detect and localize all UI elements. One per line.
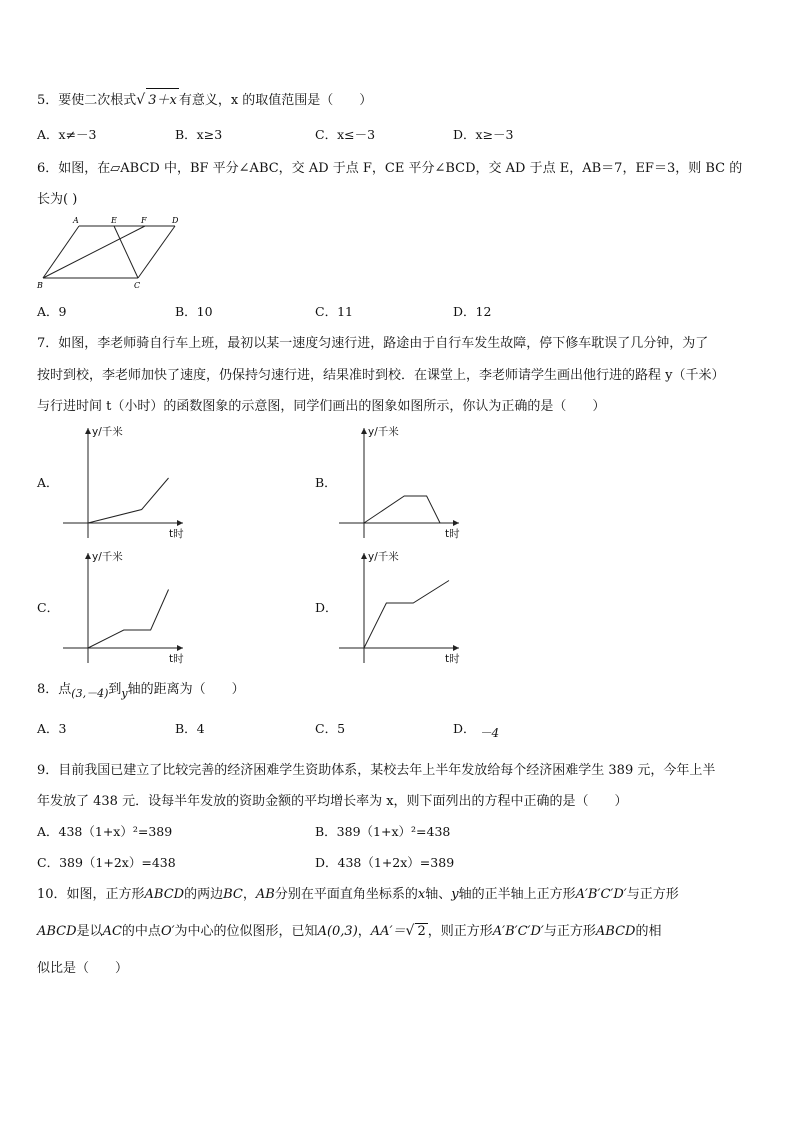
q8-axis: y: [121, 687, 128, 700]
chart-a-x-arrow: [177, 520, 183, 526]
label-e: E: [111, 216, 117, 225]
q9-line-2: 年发放了 438 元．设每半年发放的资助金额的平均增长率为 x，则下面列出的方程中正确的是（ ）: [37, 794, 628, 809]
q10-y: y: [451, 887, 459, 902]
q5-option-a[interactable]: A．x≠－3: [37, 127, 97, 142]
q8-option-d-value: －4: [479, 726, 500, 740]
q10-ab: AB: [255, 887, 275, 902]
q10-abcd-prime: A′B′C′D′: [575, 887, 627, 902]
label-f: F: [141, 216, 147, 225]
q10-text-9: 的中点: [121, 924, 161, 939]
q9-option-c[interactable]: C．389（1+2x）=438: [37, 855, 176, 870]
chart-a-series-line: [88, 478, 169, 523]
q10-bc: BC: [223, 887, 243, 902]
q10-line-2: [37, 920, 661, 939]
q10-abcd-2: ABCD: [37, 924, 77, 939]
q10-o-prime: O′: [160, 924, 175, 939]
q5-number: 5．: [37, 93, 59, 108]
q10-text-2: 的两边: [184, 887, 224, 902]
q5-radicand: 3＋x: [146, 88, 179, 108]
q10-text-10: 为中心的位似图形，已知: [174, 924, 318, 939]
question-8: [37, 678, 245, 700]
chart-b-series-line: [364, 496, 440, 523]
q6-line-1: 6．如图，在▱ABCD 中，BF 平分∠ABC，交 AD 于点 F，CE 平分∠BCD，交 AD 于点 E，AB＝7，EF＝3，则 BC 的: [37, 161, 743, 176]
q9-option-b[interactable]: B．389（1+x）²=438: [315, 824, 451, 839]
q10-abcd-prime-2: A′B′C′D′: [492, 924, 544, 939]
chart-c-series-line: [88, 590, 169, 649]
q9-option-a[interactable]: A．438（1+x）²=389: [37, 824, 173, 839]
q10-abcd-3: ABCD: [595, 924, 636, 939]
question-5: [37, 88, 372, 108]
q7-line-1: 7．如图，李老师骑自行车上班，最初以某一速度匀速行进，路途由于自行车发生故障，停下修车耽误了几分钟，为了: [37, 336, 709, 351]
chart-c[interactable]: [58, 545, 198, 670]
chart-d[interactable]: [334, 545, 474, 670]
label-c: C: [134, 281, 141, 290]
chart-a-y-arrow: [85, 428, 91, 434]
chart-c-y-arrow: [85, 553, 91, 559]
q10-text-14: 的相: [635, 924, 662, 939]
edge-cd: [138, 226, 175, 278]
sqrt-symbol-2: √: [405, 923, 415, 939]
label-b: B: [37, 281, 43, 290]
q10-text-8: 是以: [76, 924, 103, 939]
chart-d-letter[interactable]: D．: [315, 600, 338, 615]
q6-option-b[interactable]: B．10: [175, 304, 213, 319]
parallelogram-figure: [35, 214, 195, 294]
chart-a-ylabel: y/千米: [92, 426, 123, 438]
q5-option-d[interactable]: D．x≥－3: [453, 127, 514, 142]
chart-d-xlabel: t时: [445, 653, 460, 665]
q5-option-b[interactable]: B．x≥3: [175, 127, 223, 142]
q10-line-1: [37, 883, 679, 902]
sqrt-symbol: √: [136, 92, 146, 108]
q8-option-b[interactable]: B．4: [175, 721, 205, 736]
chart-b-letter[interactable]: B．: [315, 475, 337, 490]
q10-text-7: 与正方形: [626, 887, 679, 902]
chart-d-series-line: [364, 581, 449, 649]
q8-option-c[interactable]: C．5: [315, 721, 346, 736]
chart-c-xlabel: t时: [169, 653, 184, 665]
q10-a-point: A(0,3): [317, 924, 358, 939]
q10-aa-prime: AA′＝: [370, 924, 406, 939]
q8-mid: 到: [108, 682, 122, 697]
chart-a-xlabel: t时: [169, 528, 184, 540]
q7-line-3: 与行进时间 t（小时）的函数图象的示意图，同学们画出的图象如图所示，你认为正确的是（ ）: [37, 399, 606, 414]
q9-line-1: 9．目前我国已建立了比较完善的经济困难学生资助体系，某校去年上半年发放给每个经济困难学生 389 元，今年上半: [37, 763, 716, 778]
q8-post: 轴的距离为（ ）: [127, 682, 245, 697]
label-a: A: [73, 216, 79, 225]
q8-option-d-letter: D．: [453, 721, 476, 736]
chart-b-y-arrow: [361, 428, 367, 434]
q8-pre: 8．点: [37, 682, 72, 697]
q6-option-c[interactable]: C．11: [315, 304, 353, 319]
q10-text-3: ，: [242, 887, 256, 902]
q10-text-4: 分别在平面直角坐标系的: [274, 887, 418, 902]
label-d: D: [172, 216, 179, 225]
q10-text-6: 轴的正半轴上正方形: [458, 887, 576, 902]
q9-option-d[interactable]: D．438（1+2x）=389: [315, 855, 455, 870]
q6-option-d[interactable]: D．12: [453, 304, 492, 319]
segment-ce: [114, 226, 138, 278]
chart-c-ylabel: y/千米: [92, 551, 123, 563]
q10-x: x: [417, 887, 426, 902]
chart-b-ylabel: y/千米: [368, 426, 399, 438]
chart-c-letter[interactable]: C．: [37, 600, 60, 615]
q5-pre: 要使二次根式: [58, 93, 137, 108]
q10-text-1: 10．如图，正方形: [37, 887, 145, 902]
q10-text-11: ，: [357, 924, 371, 939]
edge-ab: [43, 226, 79, 278]
q10-sqrt2: 2: [417, 924, 426, 939]
segment-bf: [43, 226, 145, 278]
q10-line-3: 似比是（ ）: [37, 961, 129, 976]
q6-option-a[interactable]: A．9: [37, 304, 67, 319]
q5-post: 有意义，x 的取值范围是（ ）: [178, 93, 373, 108]
chart-d-ylabel: y/千米: [368, 551, 399, 563]
q5-option-c[interactable]: C．x≤－3: [315, 127, 376, 142]
q6-line-2: 长为( ): [37, 192, 78, 207]
chart-b-xlabel: t时: [445, 528, 460, 540]
q10-text-12: ，则正方形: [427, 924, 493, 939]
q10-ac: AC: [102, 924, 122, 939]
chart-a-letter[interactable]: A．: [37, 475, 59, 490]
chart-a[interactable]: [58, 420, 198, 545]
chart-d-x-arrow: [453, 645, 459, 651]
chart-d-y-arrow: [361, 553, 367, 559]
q8-option-d[interactable]: [453, 719, 500, 740]
q10-abcd: ABCD: [144, 887, 185, 902]
q7-line-2: 按时到校，李老师加快了速度，仍保持匀速行进，结果准时到校．在课堂上，李老师请学生画出他行进的路程 y（千米）: [37, 368, 725, 383]
q8-point: (3,－4): [71, 687, 109, 700]
chart-c-x-arrow: [177, 645, 183, 651]
q10-text-5: 轴、: [425, 887, 452, 902]
q10-text-13: 与正方形: [543, 924, 596, 939]
chart-b[interactable]: [334, 420, 474, 545]
chart-b-x-arrow: [453, 520, 459, 526]
q8-option-a[interactable]: A．3: [37, 721, 67, 736]
